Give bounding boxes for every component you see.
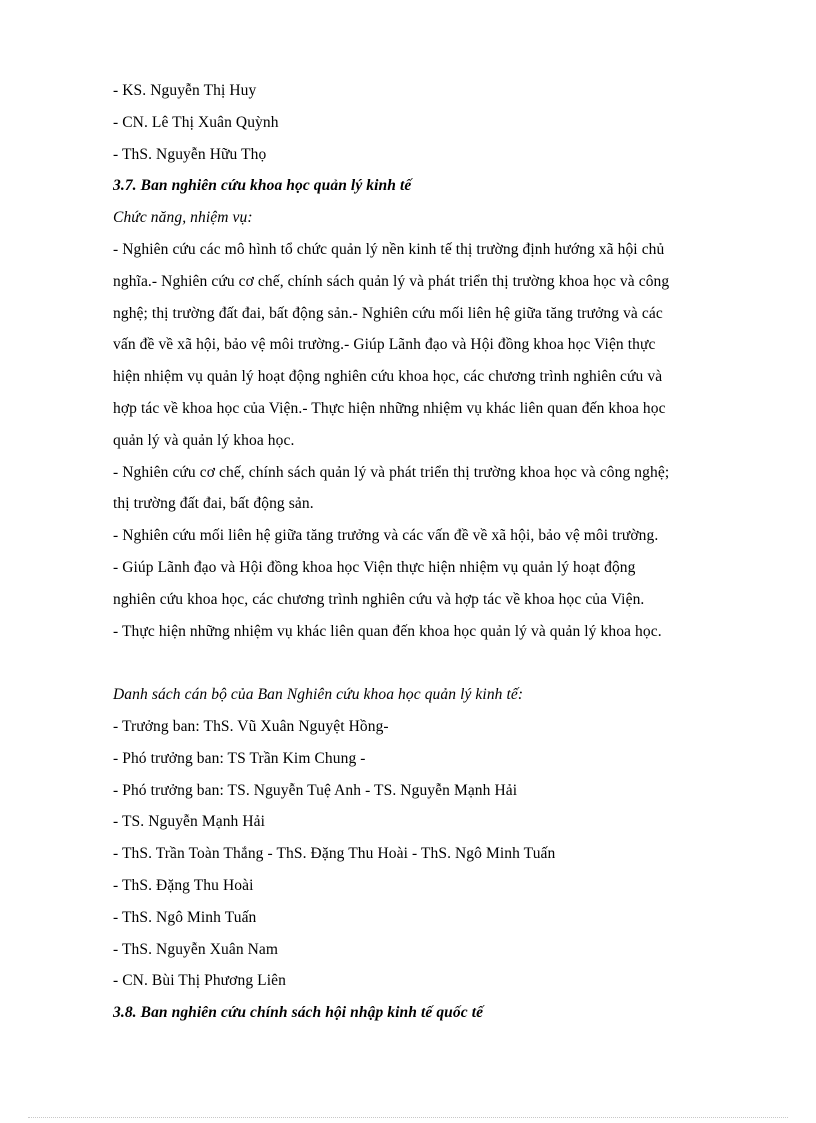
staff-line: - ThS. Ngô Minh Tuấn — [113, 908, 257, 926]
paragraph-line: nghĩa.- Nghiên cứu cơ chế, chính sách quản lý và phát triển thị trường khoa học và công — [113, 272, 670, 290]
staff-line: - KS. Nguyễn Thị Huy — [113, 82, 257, 99]
function-label: Chức năng, nhiệm vụ: — [113, 209, 253, 227]
staff-line: - TS. Nguyễn Mạnh Hải — [113, 813, 266, 831]
staff-line: - ThS. Đặng Thu Hoài — [113, 876, 254, 894]
document-page — [113, 75, 728, 1029]
staff-line: - CN. Bùi Thị Phương Liên — [113, 972, 286, 990]
blank-line — [113, 647, 728, 679]
staff-line: - ThS. Nguyễn Hữu Thọ — [113, 145, 267, 163]
paragraph-line: nghiên cứu khoa học, các chương trình nghiên cứu và hợp tác về khoa học của Viện. — [113, 590, 645, 608]
section-heading-3-8: 3.8. Ban nghiên cứu chính sách hội nhập kinh tế quốc tế — [113, 1004, 484, 1022]
staff-line: - Phó trưởng ban: TS. Nguyễn Tuệ Anh - TS. Nguyễn Mạnh Hải — [113, 781, 518, 799]
paragraph-line: - Thực hiện những nhiệm vụ khác liên quan đến khoa học quản lý và quản lý khoa học. — [113, 622, 662, 640]
paragraph-line: quản lý và quản lý khoa học. — [113, 431, 295, 449]
paragraph-line: vấn đề về xã hội, bảo vệ môi trường.- Giúp Lãnh đạo và Hội đồng khoa học Viện thực — [113, 336, 656, 354]
staff-line: - ThS. Trần Toàn Thắng - ThS. Đặng Thu Hoài - ThS. Ngô Minh Tuấn — [113, 845, 556, 863]
staff-list-label: Danh sách cán bộ của Ban Nghiên cứu khoa học quản lý kinh tế: — [113, 686, 524, 704]
paragraph-line: hiện nhiệm vụ quản lý hoạt động nghiên cứu khoa học, các chương trình nghiên cứu và — [113, 368, 663, 386]
staff-line: - CN. Lê Thị Xuân Quỳnh — [113, 113, 279, 131]
paragraph-line: - Nghiên cứu mối liên hệ giữa tăng trưởng và các vấn đề về xã hội, bảo vệ môi trường. — [113, 527, 659, 545]
paragraph-line: hợp tác về khoa học của Viện.- Thực hiện những nhiệm vụ khác liên quan đến khoa học — [113, 399, 666, 417]
page-bottom-divider — [28, 1117, 788, 1118]
paragraph-line: - Nghiên cứu các mô hình tổ chức quản lý nền kinh tế thị trường định hướng xã hội chủ — [113, 240, 665, 258]
paragraph-line: - Nghiên cứu cơ chế, chính sách quản lý và phát triển thị trường khoa học và công nghệ; — [113, 463, 670, 481]
paragraph-line: - Giúp Lãnh đạo và Hội đồng khoa học Viện thực hiện nhiệm vụ quản lý hoạt động — [113, 558, 636, 576]
paragraph-line: thị trường đất đai, bất động sản. — [113, 495, 314, 513]
staff-line: - Phó trưởng ban: TS Trần Kim Chung - — [113, 749, 366, 767]
staff-line: - ThS. Nguyễn Xuân Nam — [113, 940, 279, 958]
staff-line: - Trưởng ban: ThS. Vũ Xuân Nguyệt Hồng- — [113, 717, 389, 735]
paragraph-line: nghệ; thị trường đất đai, bất động sản.- Nghiên cứu mối liên hệ giữa tăng trưởng và các — [113, 304, 663, 322]
section-heading-3-7: 3.7. Ban nghiên cứu khoa học quản lý kinh tế — [113, 177, 412, 195]
